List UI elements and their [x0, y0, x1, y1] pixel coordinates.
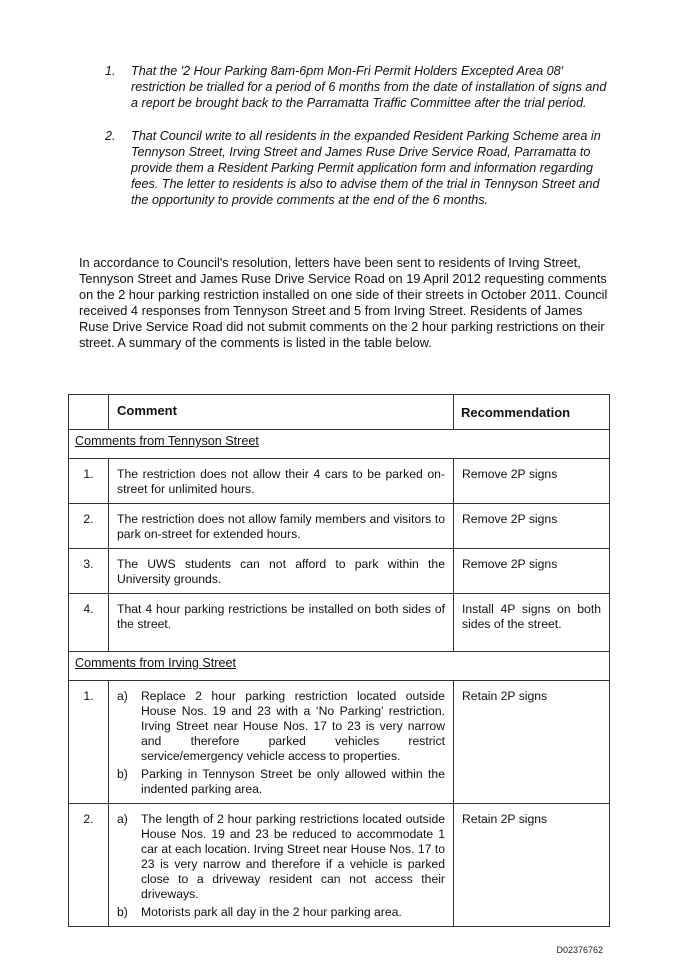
subitem-label: a) [117, 689, 128, 703]
row-number: 1. [69, 681, 109, 804]
subitem-text: The length of 2 hour parking restrictions located outside House Nos. 19 and 23 be reduced to accommodate 1 car at each location. Irving Street near House Nos. 17 to 23 is very narrow and therefore if a vehicle is parked close to a driveway resident can not access their driveways. [141, 812, 445, 901]
row-number: 2. [69, 804, 109, 927]
resolution-number: 2. [105, 129, 116, 144]
comments-table [68, 394, 610, 927]
table-row [69, 459, 610, 504]
subitem-text: Replace 2 hour parking restriction located outside House Nos. 19 and 23 with a ‘No Parking’ restriction. Irving Street near House Nos. 17 to 23 is very narrow and therefore parked vehicles restrict service/emergency vehicle access to properties. [141, 689, 445, 763]
table-row [69, 504, 610, 549]
row-recommendation: Remove 2P signs [454, 459, 610, 504]
row-number: 1. [69, 459, 109, 504]
table-row [69, 594, 610, 652]
row-comment: The UWS students can not afford to park within the University grounds. [109, 549, 454, 594]
row-recommendation: Retain 2P signs [454, 804, 610, 927]
resolution-list [105, 64, 610, 208]
row-recommendation: Remove 2P signs [454, 549, 610, 594]
row-comment [109, 681, 454, 804]
comment-subitem [117, 767, 445, 797]
row-comment: The restriction does not allow family members and visitors to park on-street for extended hours. [109, 504, 454, 549]
row-comment: That 4 hour parking restrictions be installed on both sides of the street. [109, 594, 454, 652]
document-reference: D02376762 [556, 945, 603, 955]
table-row [69, 681, 610, 804]
section-row-tennyson [69, 430, 610, 459]
subitem-label: b) [117, 767, 128, 781]
subitem-text: Parking in Tennyson Street be only allowed within the indented parking area. [141, 767, 445, 796]
section-title: Comments from Irving Street [69, 652, 610, 681]
table-row [69, 804, 610, 927]
comment-subitem [117, 689, 445, 764]
resolution-item [105, 64, 610, 111]
header-number-cell [69, 395, 109, 430]
resolution-text: That Council write to all residents in the expanded Resident Parking Scheme area in Tennyson Street, Irving Street and James Ruse Drive Service Road, Parramatta to provide them a Resident Parking Permit application form and information regarding fees. The letter to residents is also to advise them of the trial in Tennyson Street and the opportunity to provide comments at the end of the 6 months. [131, 129, 601, 207]
row-number: 4. [69, 594, 109, 652]
comment-subitem [117, 812, 445, 902]
intro-paragraph: In accordance to Council's resolution, letters have been sent to residents of Irving Street, Tennyson Street and James Ruse Drive Service Road on 19 April 2012 requesting comments on the 2 hour parking restriction installed on one side of their streets in October 2011. Council received 4 responses from Tennyson Street and 5 from Irving Street. Residents of James Ruse Drive Service Road did not submit comments on the 2 hour parking restrictions on their street. A summary of the comments is listed in the table below. [79, 255, 608, 350]
subitem-text: Motorists park all day in the 2 hour parking area. [141, 905, 402, 919]
header-recommendation: Recommendation [454, 395, 610, 430]
comment-subitem [117, 905, 445, 920]
row-number: 3. [69, 549, 109, 594]
resolution-item [105, 129, 610, 208]
subitem-label: b) [117, 905, 128, 919]
row-comment: The restriction does not allow their 4 cars to be parked on-street for unlimited hours. [109, 459, 454, 504]
row-recommendation: Remove 2P signs [454, 504, 610, 549]
row-recommendation: Retain 2P signs [454, 681, 610, 804]
row-number: 2. [69, 504, 109, 549]
table-row [69, 549, 610, 594]
header-comment: Comment [109, 395, 454, 430]
section-row-irving [69, 652, 610, 681]
resolution-text: That the '2 Hour Parking 8am-6pm Mon-Fri Permit Holders Excepted Area 08' restriction be trialled for a period of 6 months from the date of installation of signs and a report be brought back to the Parramatta Traffic Committee after the trial period. [131, 64, 607, 110]
section-title: Comments from Tennyson Street [69, 430, 610, 459]
resolution-number: 1. [105, 64, 116, 78]
table-header-row [69, 395, 610, 430]
subitem-label: a) [117, 812, 128, 826]
row-comment [109, 804, 454, 927]
row-recommendation: Install 4P signs on both sides of the street. [454, 594, 610, 652]
